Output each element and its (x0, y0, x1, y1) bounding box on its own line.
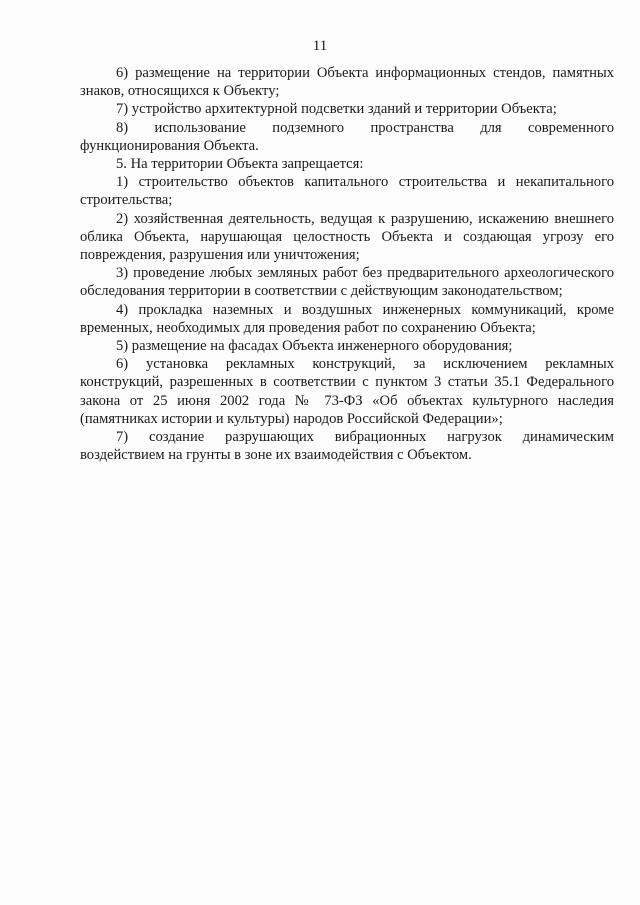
document-body (80, 64, 614, 464)
paragraph-allowed-7: 7) устройство архитектурной подсветки зданий и территории Объекта; (116, 101, 557, 118)
paragraph-prohibited-2: 2) хозяйственная деятельность, ведущая к разрушению, искажению внешнего облика Объекта, нарушающая целостность Объекта и создающая угрозу его повреждения, разрушения или уничтожения; (80, 210, 614, 264)
paragraph-prohibited-1: 1) строительство объектов капитального строительства и некапитального строительства; (80, 174, 614, 209)
paragraph-allowed-6: 6) размещение на территории Объекта информационных стендов, памятных знаков, относящихся к Объекту; (80, 65, 614, 100)
paragraph-allowed-8: 8) использование подземного пространства для современного функционирования Объекта. (80, 119, 614, 154)
section-heading-prohibited: 5. На территории Объекта запрещается: (116, 156, 364, 173)
page-number: 11 (312, 38, 328, 54)
paragraph-prohibited-6: 6) установка рекламных конструкций, за исключением рекламных конструкций, разрешенных в соответствии с пунктом 3 статьи 35.1 Федерального закона от 25 июня 2002 года № 73-ФЗ «Об объектах культурного наследия (памятниках истории и культуры) народов Российской Федерации»; (80, 356, 614, 427)
paragraph-prohibited-3: 3) проведение любых земляных работ без предварительного археологического обследования территории в соответствии с действующим законодательством; (80, 265, 614, 300)
paragraph-prohibited-4: 4) прокладка наземных и воздушных инженерных коммуникаций, кроме временных, необходимых для проведения работ по сохранению Объекта; (80, 301, 614, 336)
paragraph-prohibited-7: 7) создание разрушающих вибрационных нагрузок динамическим воздействием на грунты в зоне их взаимодействия с Объектом. (80, 429, 614, 464)
paragraph-prohibited-5: 5) размещение на фасадах Объекта инженерного оборудования; (116, 338, 513, 355)
